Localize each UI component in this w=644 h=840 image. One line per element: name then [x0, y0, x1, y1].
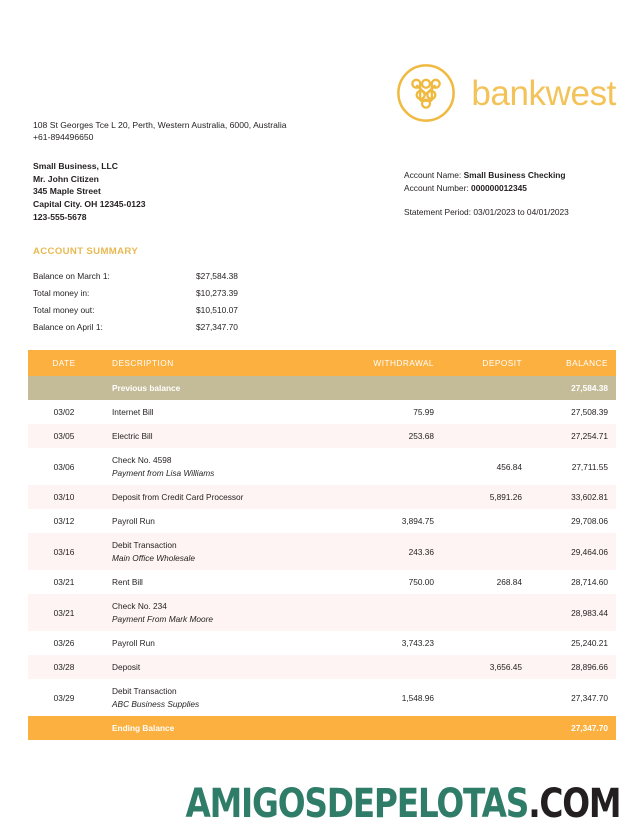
account-name-row [404, 169, 569, 182]
transaction-deposit: 268.84 [442, 570, 530, 594]
transaction-description [100, 400, 330, 424]
transaction-description [100, 533, 330, 570]
transaction-date: 03/06 [28, 448, 100, 485]
transaction-deposit [442, 594, 530, 631]
transaction-date: 03/02 [28, 400, 100, 424]
transaction-date: 03/10 [28, 485, 100, 509]
bank-logo [395, 62, 616, 124]
transaction-description [100, 424, 330, 448]
transaction-withdrawal: 253.68 [330, 424, 442, 448]
transaction-date: 03/26 [28, 631, 100, 655]
transaction-balance: 27,347.70 [530, 679, 616, 716]
account-name-value: Small Business Checking [463, 170, 566, 180]
bankwest-circle-cluster-icon [395, 62, 457, 124]
brand-wordmark: bankwest [471, 73, 616, 113]
summary-value: $10,510.07 [196, 304, 238, 315]
table-row [28, 424, 616, 448]
transaction-balance: 28,896.66 [530, 655, 616, 679]
transaction-date: 03/12 [28, 509, 100, 533]
transaction-description [100, 655, 330, 679]
customer-company: Small Business, LLC [33, 161, 119, 171]
table-row [28, 631, 616, 655]
transaction-description-main: Payroll Run [112, 516, 155, 526]
bank-address-line-1: 108 St Georges Tce L 20, Perth, Western Australia, 6000, Australia [33, 120, 287, 130]
transaction-date: 03/21 [28, 594, 100, 631]
statement-period-row [404, 206, 569, 219]
transaction-withdrawal [330, 448, 442, 485]
summary-row [33, 323, 238, 340]
summary-label: Balance on March 1: [33, 271, 110, 281]
customer-street: 345 Maple Street [33, 186, 101, 197]
transaction-description-main: Payroll Run [112, 638, 155, 648]
column-header-withdrawal: WITHDRAWAL [330, 350, 442, 376]
watermark-tld: .COM [527, 781, 620, 827]
summary-value: $27,347.70 [196, 321, 238, 332]
table-row [28, 570, 616, 594]
table-row [28, 655, 616, 679]
transaction-balance: 27,254.71 [530, 424, 616, 448]
transaction-balance: 29,708.06 [530, 509, 616, 533]
transaction-description [100, 485, 330, 509]
column-header-balance: BALANCE [530, 350, 616, 376]
transaction-date: 03/28 [28, 655, 100, 679]
transaction-deposit [442, 424, 530, 448]
summary-label: Total money in: [33, 287, 90, 298]
transaction-description-main: Deposit from Credit Card Processor [112, 492, 244, 502]
summary-row [33, 272, 238, 289]
transaction-deposit: 5,891.26 [442, 485, 530, 509]
statement-period-value: 03/01/2023 to 04/01/2023 [473, 207, 569, 218]
table-row [28, 679, 616, 716]
transaction-withdrawal [330, 655, 442, 679]
transaction-description-main: Debit Transaction [112, 540, 177, 550]
transaction-withdrawal [330, 594, 442, 631]
customer-name: Mr. John Citizen [33, 173, 99, 184]
previous-balance-deposit [442, 376, 530, 400]
transaction-balance: 28,714.60 [530, 570, 616, 594]
account-number-value: 000000012345 [471, 182, 527, 193]
previous-balance-date [28, 376, 100, 400]
customer-city-state-zip: Capital City. OH 12345-0123 [33, 199, 146, 210]
account-summary-table [33, 272, 238, 340]
statement-period-label: Statement Period: [404, 207, 472, 218]
watermark-name: AMIGOSDEPELOTAS [185, 781, 528, 827]
transaction-description-main: Check No. 234 [112, 601, 167, 611]
transaction-withdrawal: 243.36 [330, 533, 442, 570]
customer-phone: 123-555-5678 [33, 211, 87, 222]
transaction-date: 03/21 [28, 570, 100, 594]
transaction-withdrawal: 1,548.96 [330, 679, 442, 716]
transaction-withdrawal: 75.99 [330, 400, 442, 424]
transaction-deposit [442, 509, 530, 533]
transaction-balance: 27,508.39 [530, 400, 616, 424]
previous-balance-amount: 27,584.38 [530, 376, 616, 400]
transaction-deposit [442, 631, 530, 655]
transaction-deposit: 3,656.45 [442, 655, 530, 679]
ending-balance-date [28, 716, 100, 740]
transaction-description-detail: ABC Business Supplies [112, 699, 200, 709]
previous-balance-label: Previous balance [100, 376, 330, 400]
account-number-row [404, 182, 569, 195]
transaction-description [100, 594, 330, 631]
column-header-deposit: DEPOSIT [442, 350, 530, 376]
transaction-balance: 28,983.44 [530, 594, 616, 631]
summary-row [33, 306, 238, 323]
transaction-description-detail: Payment from Lisa Williams [112, 468, 215, 478]
table-row [28, 400, 616, 424]
transaction-balance: 27,711.55 [530, 448, 616, 485]
summary-label: Balance on April 1: [33, 321, 103, 332]
transaction-description-main: Debit Transaction [112, 686, 177, 696]
bank-phone: +61-894496650 [33, 132, 94, 143]
table-row [28, 485, 616, 509]
ending-balance-amount: 27,347.70 [530, 716, 616, 740]
transaction-date: 03/16 [28, 533, 100, 570]
table-row [28, 594, 616, 631]
ending-balance-withdrawal [330, 716, 442, 740]
account-number-label: Account Number: [404, 182, 469, 193]
previous-balance-row [28, 376, 616, 400]
transactions-table [28, 350, 616, 740]
watermark [185, 781, 620, 827]
ending-balance-deposit [442, 716, 530, 740]
account-name-label: Account Name: [404, 170, 462, 180]
table-header-row [28, 350, 616, 376]
transaction-description [100, 631, 330, 655]
bank-address [33, 119, 287, 143]
transaction-date: 03/29 [28, 679, 100, 716]
transaction-deposit [442, 400, 530, 424]
transaction-deposit [442, 679, 530, 716]
summary-value: $27,584.38 [196, 271, 238, 281]
account-details [404, 169, 569, 219]
transaction-balance: 33,602.81 [530, 485, 616, 509]
transaction-description [100, 679, 330, 716]
transaction-date: 03/05 [28, 424, 100, 448]
transaction-description [100, 448, 330, 485]
transaction-withdrawal: 750.00 [330, 570, 442, 594]
transaction-balance: 25,240.21 [530, 631, 616, 655]
customer-address-block [33, 160, 146, 224]
transaction-description-detail: Main Office Wholesale [112, 553, 196, 563]
transaction-description [100, 570, 330, 594]
transaction-withdrawal: 3,743.23 [330, 631, 442, 655]
column-header-description: DESCRIPTION [100, 350, 330, 376]
transaction-withdrawal [330, 485, 442, 509]
transaction-description-main: Rent Bill [112, 577, 143, 587]
table-row [28, 533, 616, 570]
transaction-balance: 29,464.06 [530, 533, 616, 570]
transaction-description-detail: Payment From Mark Moore [112, 614, 213, 624]
transaction-description-main: Deposit [112, 662, 141, 672]
transaction-description-main: Electric Bill [112, 431, 153, 441]
column-header-date: DATE [28, 350, 100, 376]
transaction-withdrawal: 3,894.75 [330, 509, 442, 533]
account-summary-title: ACCOUNT SUMMARY [33, 246, 139, 257]
ending-balance-label: Ending Balance [100, 716, 330, 740]
transaction-description [100, 509, 330, 533]
ending-balance-row [28, 716, 616, 740]
summary-value: $10,273.39 [196, 287, 238, 298]
transaction-deposit [442, 533, 530, 570]
summary-label: Total money out: [33, 304, 95, 315]
summary-row [33, 289, 238, 306]
transaction-description-main: Check No. 4598 [112, 455, 172, 465]
previous-balance-withdrawal [330, 376, 442, 400]
transaction-deposit: 456.84 [442, 448, 530, 485]
table-row [28, 509, 616, 533]
table-row [28, 448, 616, 485]
transaction-description-main: Internet Bill [112, 407, 154, 417]
